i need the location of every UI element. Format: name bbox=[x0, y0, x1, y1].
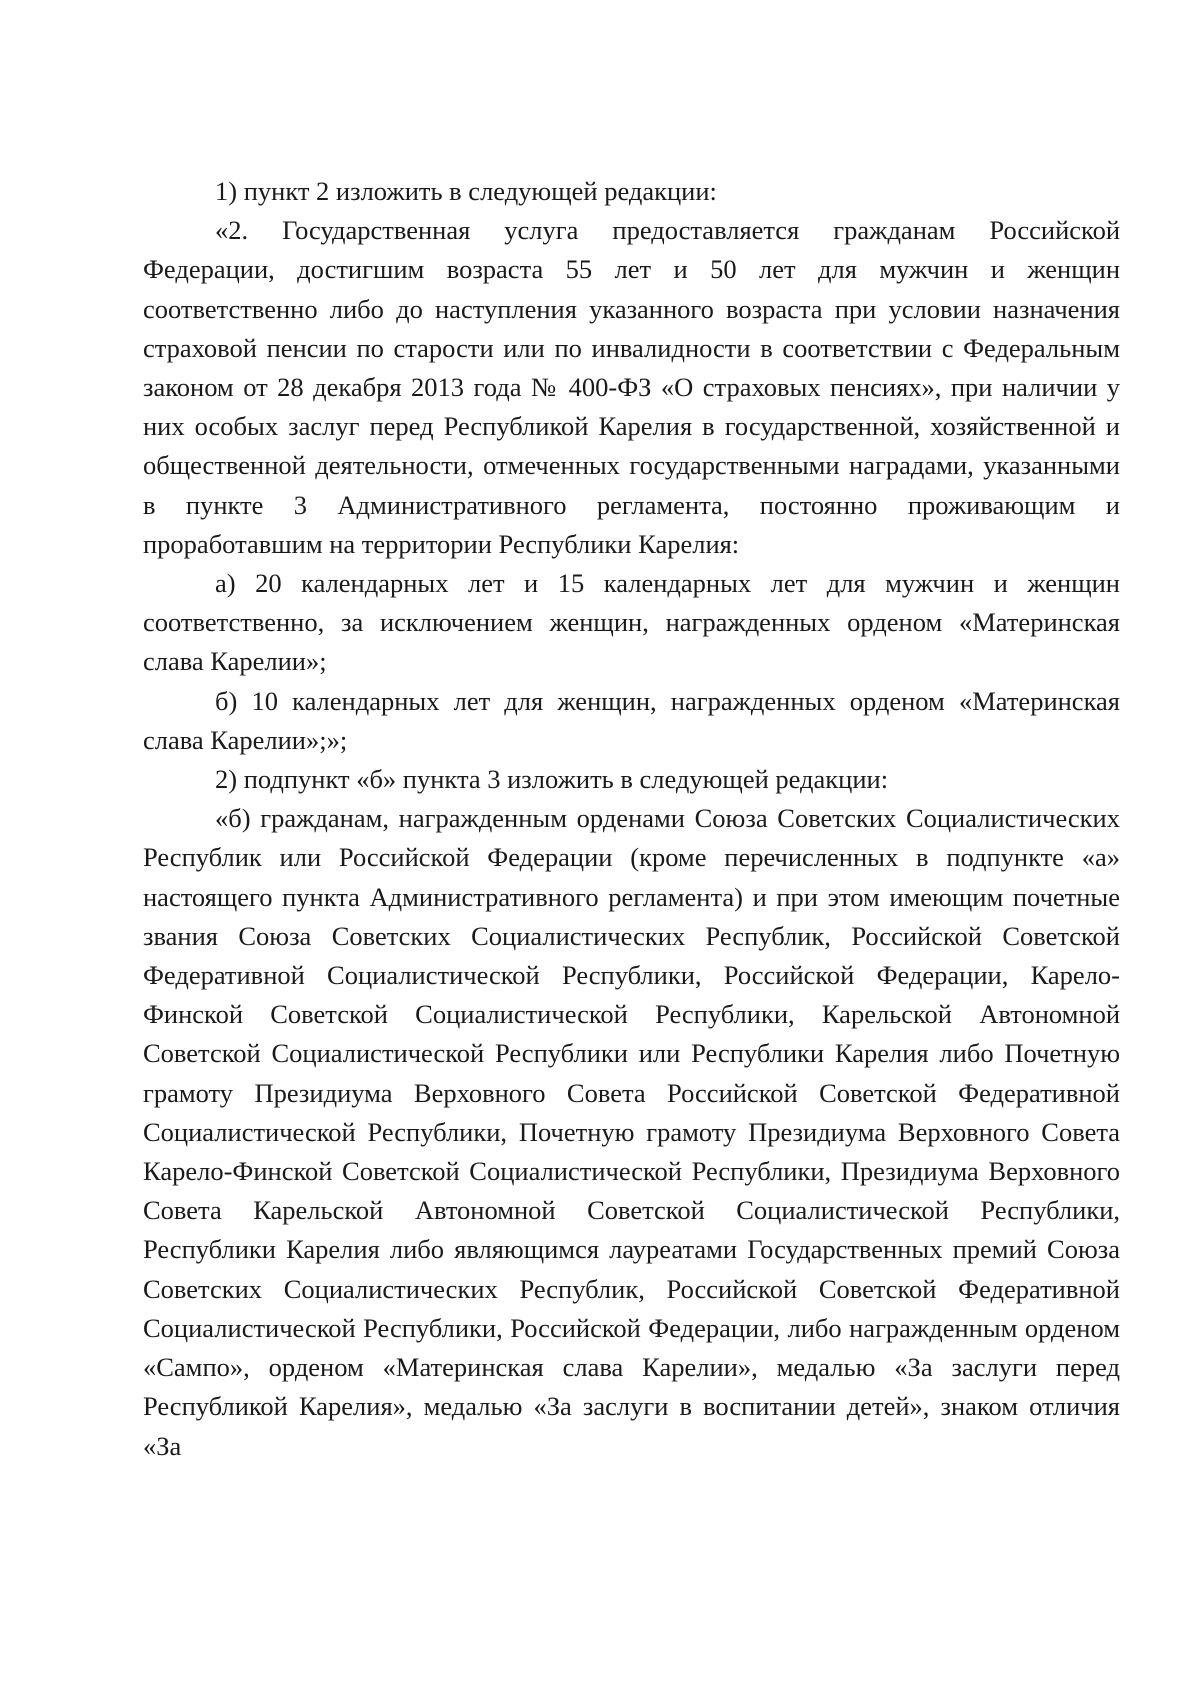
paragraph-subpoint-a: а) 20 календарных лет и 15 календарных лет для мужчин и женщин соответственно, за исключением женщин, награжденных орденом «Материнская слава Карелии»; bbox=[143, 568, 1120, 677]
paragraph-point-2-text: «2. Государственная услуга предоставляется гражданам Российской Федерации, достигшим возраста 55 лет и 50 лет для мужчин и женщин соответственно либо до наступления указанного возраста при условии назначения страховой пенсии по старости или по инвалидности в соответствии с Федеральным законом от 28 декабря 2013 года № 400-ФЗ «О страховых пенсиях», при наличии у них особых заслуг перед Республикой Карелия в государственной, хозяйственной и общественной деятельности, отмеченных государственными наградами, указанными в пункте 3 Административного регламента, постоянно проживающим и проработавшим на территории Республики Карелия: bbox=[143, 215, 1120, 559]
paragraph-item-2-subpoint-b: 2) подпункт «б» пункта 3 изложить в следующей редакции: bbox=[215, 764, 889, 795]
paragraph-subpoint-b: б) 10 календарных лет для женщин, награжденных орденом «Материнская слава Карелии»;»; bbox=[143, 685, 1120, 755]
document-body bbox=[143, 172, 1120, 1466]
paragraph-item-1-point-2: 1) пункт 2 изложить в следующей редакции: bbox=[215, 176, 717, 206]
paragraph-subpoint-b-text: «б) гражданам, награжденным орденами Союза Советских Социалистических Республик или Российской Федерации (кроме перечисленных в подпункте «а» настоящего пункта Административного регламента) и при этом имеющим почетные звания Союза Советских Социалистических Республик, Российской Советской Федеративной Социалистической Республики, Российской Федерации, Карело-Финской Советской Социалистической Республики, Карельской Автономной Советской Социалистической Республики или Республики Карелия либо Почетную грамоту Президиума Верховного Совета Российской Советской Федеративной Социалистической Республики, Почетную грамоту Президиума Верховного Совета Карело-Финской Советской Социалистической Республики, Президиума Верховного Совета Карельской Автономной Советской Социалистической Республики, Республики Карелия либо являющимся лауреатами Государственных премий Союза Советских Социалистических Республик, Российской Советской Федеративной Социалистической Республики, Российской Федерации, либо награжденным орденом «Сампо», орденом «Материнская слава Карелии», медалью «За заслуги перед Республикой Карелия», медалью «За заслуги в воспитании детей», знаком отличия «За bbox=[143, 803, 1120, 1461]
